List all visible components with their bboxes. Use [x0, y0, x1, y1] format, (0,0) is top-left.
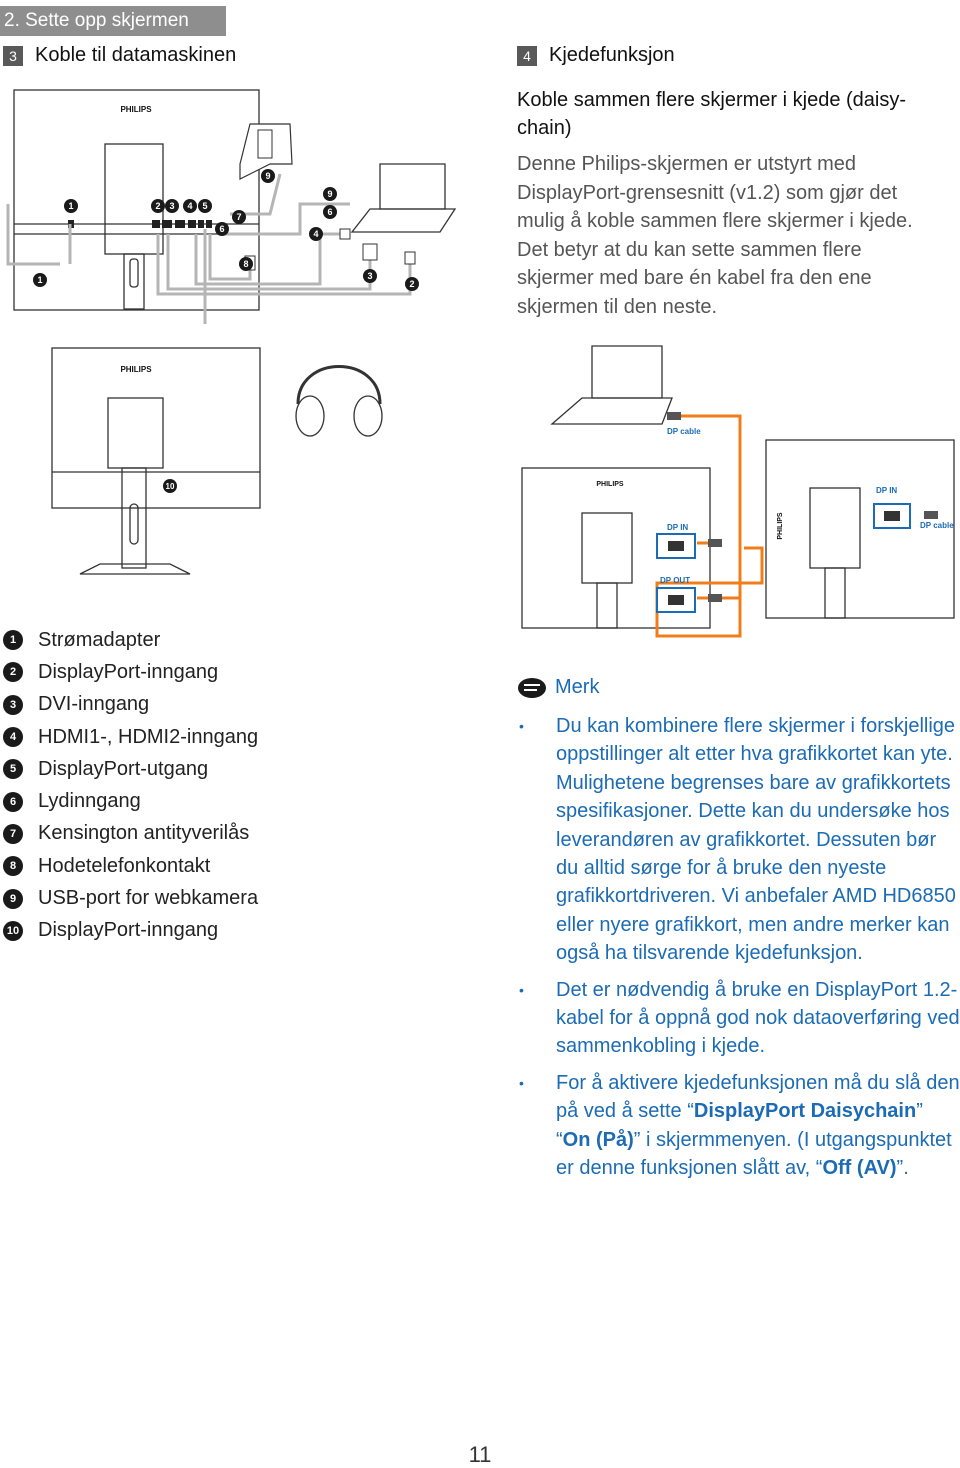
legend-item: 1 Strømadapter — [0, 624, 300, 656]
svg-text:2: 2 — [409, 279, 415, 289]
dp-in-label-2: DP IN — [876, 486, 898, 495]
dp-cable-label-2: DP cable — [920, 521, 954, 530]
svg-text:4: 4 — [187, 201, 193, 211]
brand-label-3: PHILIPS — [596, 481, 624, 488]
step3-title: Koble til datamaskinen — [35, 44, 237, 66]
svg-text:10: 10 — [165, 482, 175, 491]
legend-item: 4 HDMI1-, HDMI2-inngang — [0, 721, 300, 753]
legend-item: 10 DisplayPort-inngang — [0, 915, 300, 947]
monitor-rear-outline — [14, 90, 259, 310]
svg-text:1: 1 — [68, 201, 74, 211]
svg-text:3: 3 — [367, 271, 373, 281]
headphone-diagram — [40, 344, 400, 584]
svg-text:4: 4 — [313, 229, 319, 239]
note-item: • Du kan kombinere flere skjermer i forskjellige oppstillinger alt etter hva grafikkortet kan yte. Mulighetene begrenses bare av grafikkortets spesifikasjoner. Dette kan du undersøke hos leverandøren av grafikkortet. Dessuten bør du alltid sørge for å bruke den nyeste grafikkortdriveren. Vi anbefaler AMD HD6850 eller nyere grafikkort, men andre merker kan også ha tilsvarende kjedefunksjon. — [517, 712, 960, 968]
legend-item: 6 Lydinngang — [0, 785, 300, 817]
osd-option-off: Off (AV) — [822, 1157, 897, 1180]
svg-text:1: 1 — [37, 275, 43, 285]
dp-in-label-1: DP IN — [667, 523, 689, 532]
step3-heading — [3, 44, 236, 67]
svg-text:2: 2 — [155, 201, 161, 211]
note-icon — [517, 677, 547, 699]
bullet-icon: • — [519, 981, 524, 998]
svg-text:9: 9 — [327, 189, 333, 199]
brand-label-4: PHILIPS — [777, 512, 784, 540]
bullet-icon: • — [519, 1074, 524, 1091]
legend-item: 8 Hodetelefonkontakt — [0, 850, 300, 882]
connector-legend — [0, 624, 300, 947]
svg-text:9: 9 — [265, 171, 271, 181]
daisychain-diagram — [512, 338, 960, 648]
bullet-icon: • — [519, 718, 524, 734]
brand-label: PHILIPS — [120, 105, 152, 114]
note-item: • For å aktivere kjedefunksjonen må du slå den på ved å sette “DisplayPort Daisychain” “On (På)” i skjermmenyen. (I utgangspunktet er denne funksjonen slått av, “Off (AV)”. — [517, 1069, 960, 1183]
legend-item: 2 DisplayPort-inngang — [0, 656, 300, 688]
svg-text:8: 8 — [243, 259, 249, 269]
legend-item: 3 DVI-inngang — [0, 689, 300, 721]
svg-text:7: 7 — [236, 212, 242, 222]
brand-label-2: PHILIPS — [120, 365, 152, 374]
dp-out-label: DP OUT — [660, 576, 691, 585]
osd-option-on: On (På) — [562, 1128, 634, 1151]
page-number: 11 — [468, 1442, 492, 1467]
legend-item: 9 USB-port for webkamera — [0, 882, 300, 914]
osd-option-name: DisplayPort Daisychain — [693, 1100, 917, 1123]
step3-number: 3 — [3, 46, 23, 66]
step4-title: Kjedefunksjon — [549, 44, 675, 66]
note-list — [517, 712, 960, 1191]
note-item: • Det er nødvendig å bruke en DisplayPort 1.2-kabel for å oppnå god nok dataoverføring ved sammenkobling i kjede. — [517, 976, 960, 1061]
legend-item: 5 DisplayPort-utgang — [0, 753, 300, 785]
legend-item: 7 Kensington antityverilås — [0, 818, 300, 850]
connection-diagram — [0, 84, 500, 324]
svg-text:6: 6 — [327, 207, 333, 217]
svg-text:6: 6 — [219, 224, 225, 234]
intro-paragraph: Denne Philips-skjermen er utstyrt med DisplayPort-grensesnitt (v1.2) som gjør det mulig å koble sammen flere skjermer i kjede. Det betyr at du kan sette sammen flere skjermer med bare én kabel fra den ene skjermen til den neste. — [517, 153, 913, 318]
daisychain-subheading: Koble sammen flere skjermer i kjede (daisy-chain) — [517, 89, 907, 139]
section-tab: 2. Sette opp skjermen — [0, 6, 226, 36]
dp-cable-label-1: DP cable — [667, 427, 701, 436]
note-heading — [517, 676, 599, 699]
step4-number: 4 — [517, 46, 537, 66]
svg-text:3: 3 — [169, 201, 175, 211]
svg-text:5: 5 — [202, 201, 208, 211]
note-title: Merk — [555, 676, 600, 698]
step4-heading — [517, 44, 675, 67]
